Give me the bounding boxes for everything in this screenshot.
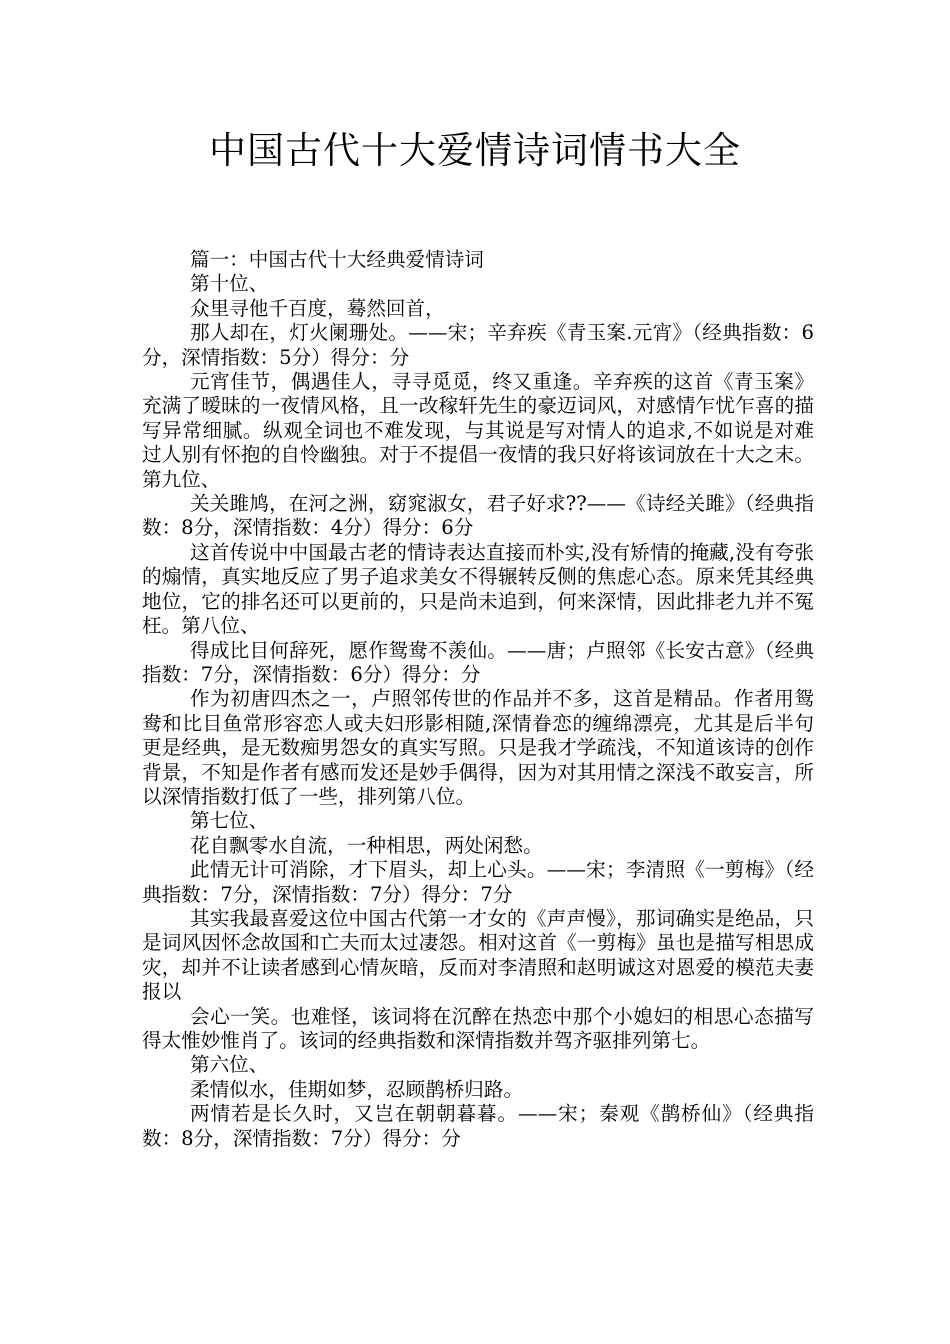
paragraph: 第七位、 (190, 809, 269, 833)
paragraph: 花自飘零水自流，一种相思，两处闲愁。 (190, 833, 543, 857)
document-body (142, 248, 814, 1151)
paragraph: 此情无计可消除，才下眉头，却上心头。——宋；李清照《一剪梅》（经典指数：7分，深情指数：7分）得分：7分 (142, 858, 814, 906)
paragraph: 得成比目何辞死，愿作鸳鸯不羡仙。——唐；卢照邻《长安古意》（经典指数：7分，深情指数：6分）得分：分 (142, 638, 814, 686)
paragraph: 篇一：中国古代十大经典爱情诗词 (190, 248, 484, 271)
paragraph: 第十位、 (190, 272, 269, 296)
paragraph: 第六位、 (190, 1053, 269, 1077)
paragraph: 这首传说中中国最古老的情诗表达直接而朴实,没有矫情的掩藏,没有夸张的煽情，真实地反应了男子追求美女不得辗转反侧的焦虑心态。原来凭其经典地位，它的排名还可以更前的，只是尚未追到，何来深情，因此排老九并不冤枉。第八位、 (142, 540, 814, 638)
paragraph: 两情若是长久时，又岂在朝朝暮暮。——宋；秦观《鹊桥仙》（经典指数：8分，深情指数：7分）得分：分 (142, 1102, 814, 1150)
paragraph: 其实我最喜爱这位中国古代第一才女的《声声慢》，那词确实是绝品，只是词风因怀念故国和亡夫而太过凄怨。相对这首《一剪梅》虽也是描写相思成灾，却并不让读者感到心情灰暗，反而对李清照和赵明诚这对恩爱的模范夫妻报以 (142, 906, 814, 1004)
paragraph: 那人却在，灯火阑珊处。——宋；辛弃疾《青玉案.元宵》（经典指数：6分，深情指数：5分）得分：分 (142, 321, 814, 369)
paragraph: 众里寻他千百度，蓦然回首， (190, 296, 445, 320)
paragraph: 柔情似水，佳期如梦，忍顾鹊桥归路。 (190, 1077, 524, 1101)
document-title: 中国古代十大爱情诗词情书大全 (209, 129, 741, 172)
paragraph: 作为初唐四杰之一，卢照邻传世的作品并不多，这首是精品。作者用鸳鸯和比目鱼常形容恋人或夫妇形影相随,深情眷恋的缠绵漂亮，尤其是后半句更是经典，是无数痴男怨女的真实写照。只是我才学疏浅，不知道该诗的创作背景，不知是作者有感而发还是妙手偶得，因为对其用情之深浅不敢妄言，所以深情指数打低了一些，排列第八位。 (142, 687, 814, 808)
paragraph: 会心一笑。也难怪，该词将在沉醉在热恋中那个小媳妇的相思心态描写得太惟妙惟肖了。该词的经典指数和深情指数并驾齐驱排列第七。 (142, 1004, 814, 1052)
paragraph: 关关雎鸠，在河之洲，窈窕淑女，君子好求??——《诗经关雎》（经典指数：8分，深情指数：4分）得分：6分 (142, 492, 814, 540)
paragraph: 元宵佳节，偶遇佳人，寻寻觅觅，终又重逢。辛弃疾的这首《青玉案》充满了暧昧的一夜情风格，且一改稼轩先生的豪迈词风，对感情乍忧乍喜的描写异常细腻。纵观全词也不难发现，与其说是写对情人的追求,不如说是对难过人别有怀抱的自怜幽独。对于不提倡一夜情的我只好将该词放在十大之末。第九位、 (142, 370, 814, 491)
